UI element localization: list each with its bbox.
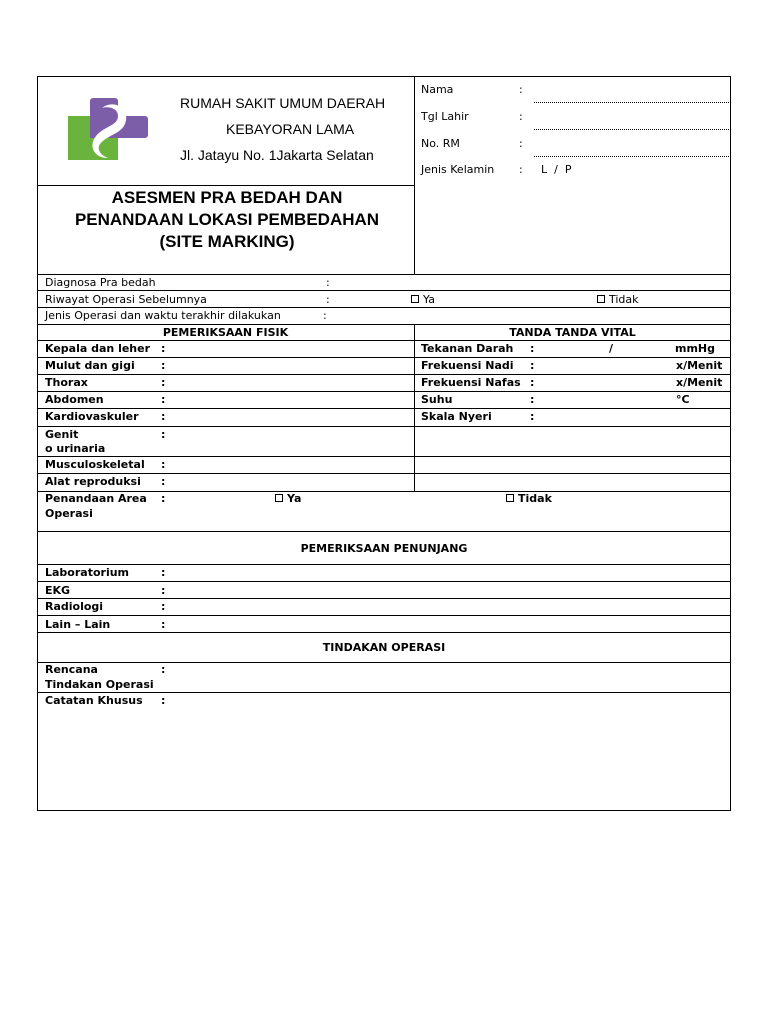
- form-title-line1: ASESMEN PRA BEDAH DAN: [111, 188, 343, 207]
- label-frekuensi-nafas: Frekuensi Nafas: [421, 376, 521, 389]
- section-tindakan: TINDAKAN OPERASI: [322, 641, 446, 654]
- colon: :: [530, 393, 535, 406]
- jenis-kelamin-value[interactable]: L / P: [541, 163, 572, 176]
- checkbox-icon: [411, 295, 419, 303]
- colon: :: [530, 410, 535, 423]
- unit-xmenit: x/Menit: [676, 359, 723, 372]
- unit-mmhg: mmHg: [675, 342, 716, 355]
- colon: :: [530, 376, 535, 389]
- colon: :: [161, 694, 166, 707]
- colon: :: [161, 376, 166, 389]
- label-jenis-kelamin: Jenis Kelamin: [421, 163, 495, 176]
- label-tgl-lahir: Tgl Lahir: [421, 110, 469, 123]
- checkbox-icon: [597, 295, 605, 303]
- label-urinaria: o urinaria: [45, 442, 106, 455]
- colon: :: [161, 600, 166, 613]
- label-musculo: Musculoskeletal: [45, 458, 145, 471]
- label-operasi: Operasi: [45, 507, 93, 520]
- tidak-label: Tidak: [609, 293, 639, 306]
- label-kardio: Kardiovaskuler: [45, 410, 139, 423]
- label-suhu: Suhu: [421, 393, 453, 406]
- colon: :: [519, 163, 523, 176]
- label-catatan-khusus: Catatan Khusus: [45, 694, 143, 707]
- colon: :: [161, 458, 166, 471]
- colon: :: [161, 410, 166, 423]
- penandaan-ya-checkbox[interactable]: [275, 492, 301, 505]
- colon: :: [161, 663, 166, 676]
- label-alat: Alat reproduksi: [45, 475, 141, 488]
- unit-celsius: °C: [676, 393, 690, 406]
- riwayat-ya-checkbox[interactable]: [411, 293, 435, 306]
- label-thorax: Thorax: [45, 376, 88, 389]
- no-rm-field[interactable]: [534, 156, 729, 157]
- colon: :: [519, 83, 523, 96]
- label-abdomen: Abdomen: [45, 393, 104, 406]
- ya-label: Ya: [423, 293, 435, 306]
- colon: :: [161, 492, 166, 505]
- hospital-address: Jl. Jatayu No. 1Jakarta Selatan: [180, 147, 374, 163]
- hospital-logo: [60, 90, 160, 166]
- form-title-line3: (SITE MARKING): [159, 232, 295, 251]
- section-penunjang: PEMERIKSAAN PENUNJANG: [300, 542, 468, 555]
- colon: :: [519, 110, 523, 123]
- colon: :: [519, 137, 523, 150]
- label-rencana: Rencana: [45, 663, 98, 676]
- riwayat-tidak-checkbox[interactable]: [597, 293, 639, 306]
- colon: :: [161, 566, 166, 579]
- label-diagnosa: Diagnosa Pra bedah: [45, 276, 156, 289]
- label-frekuensi-nadi: Frekuensi Nadi: [421, 359, 514, 372]
- tidak-label: Tidak: [518, 492, 552, 505]
- nama-field[interactable]: [534, 102, 729, 103]
- colon: :: [530, 359, 535, 372]
- checkbox-icon: [506, 494, 514, 502]
- colon: :: [326, 276, 330, 289]
- colon: :: [161, 342, 166, 355]
- label-tindakan-operasi: Tindakan Operasi: [45, 678, 154, 691]
- section-tanda-vital: TANDA TANDA VITAL: [509, 326, 636, 339]
- label-penandaan: Penandaan Area: [45, 492, 147, 505]
- label-tekanan-darah: Tekanan Darah: [421, 342, 514, 355]
- label-lain-lain: Lain – Lain: [45, 618, 111, 631]
- label-kepala: Kepala dan leher: [45, 342, 151, 355]
- hospital-name-line2: KEBAYORAN LAMA: [226, 121, 355, 137]
- label-genit: Genit: [45, 428, 79, 441]
- colon: :: [161, 359, 166, 372]
- colon: :: [161, 428, 166, 441]
- label-no-rm: No. RM: [421, 137, 460, 150]
- unit-xmenit: x/Menit: [676, 376, 723, 389]
- colon: :: [161, 618, 166, 631]
- colon: :: [161, 393, 166, 406]
- label-skala-nyeri: Skala Nyeri: [421, 410, 492, 423]
- catatan-khusus-area[interactable]: [170, 696, 728, 806]
- label-laboratorium: Laboratorium: [45, 566, 130, 579]
- label-nama: Nama: [421, 83, 454, 96]
- label-mulut: Mulut dan gigi: [45, 359, 135, 372]
- colon: :: [323, 309, 327, 322]
- ya-label: Ya: [287, 492, 302, 505]
- colon: :: [530, 342, 535, 355]
- section-pemeriksaan-fisik: PEMERIKSAAN FISIK: [162, 326, 289, 339]
- label-riwayat: Riwayat Operasi Sebelumnya: [45, 293, 207, 306]
- penandaan-tidak-checkbox[interactable]: [506, 492, 552, 505]
- slash: /: [609, 342, 614, 355]
- colon: :: [161, 584, 166, 597]
- hospital-name-line1: RUMAH SAKIT UMUM DAERAH: [180, 95, 386, 111]
- label-ekg: EKG: [45, 584, 71, 597]
- label-jenis-operasi: Jenis Operasi dan waktu terakhir dilakukan: [45, 309, 281, 322]
- label-radiologi: Radiologi: [45, 600, 104, 613]
- colon: :: [326, 293, 330, 306]
- tgl-lahir-field[interactable]: [534, 129, 729, 130]
- form-title-line2: PENANDAAN LOKASI PEMBEDAHAN: [74, 210, 380, 229]
- checkbox-icon: [275, 494, 283, 502]
- colon: :: [161, 475, 166, 488]
